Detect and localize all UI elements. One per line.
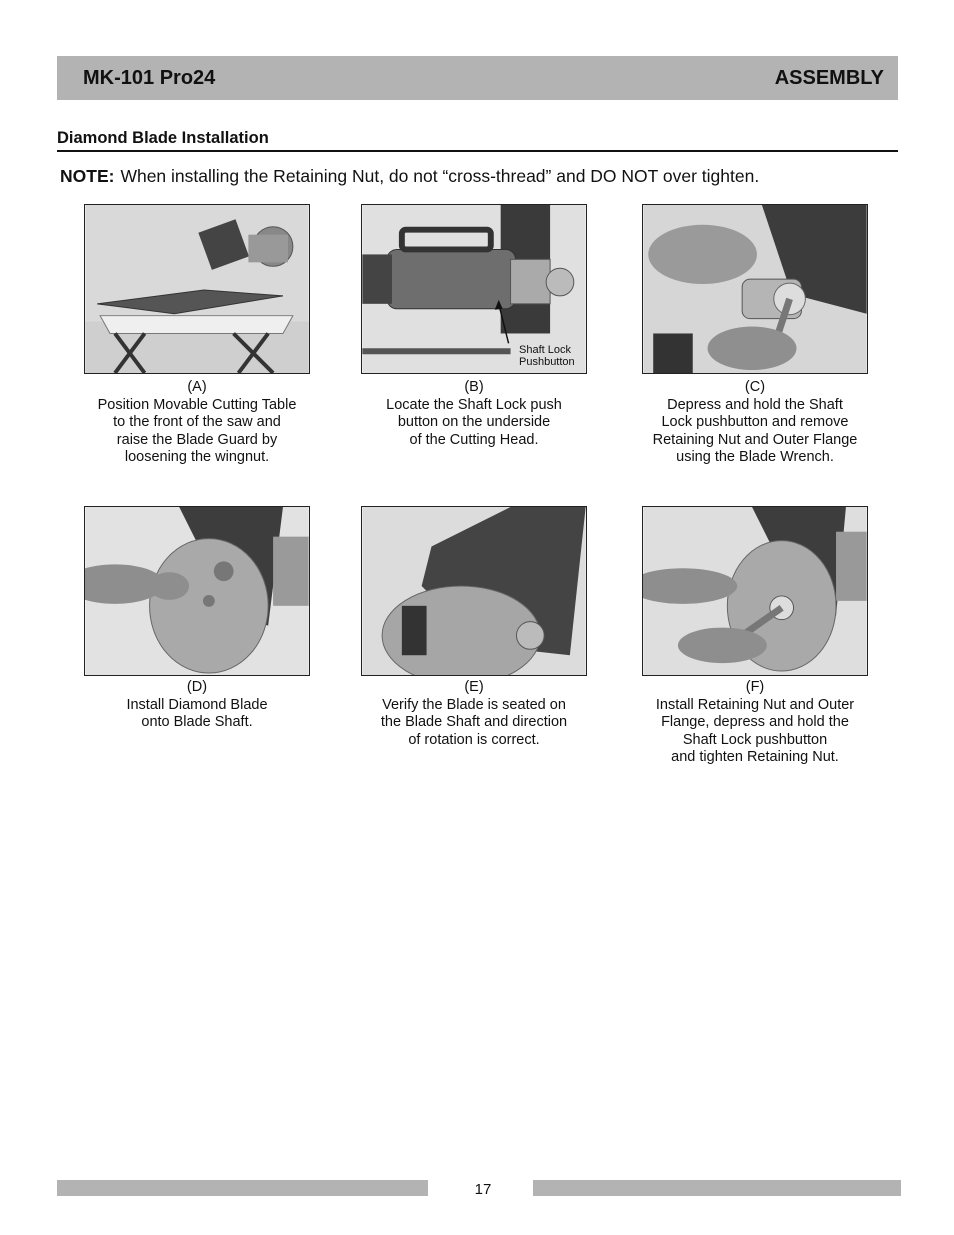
note — [60, 166, 890, 187]
install-blade-illustration — [85, 507, 309, 675]
shaft-lock-callout: Shaft Lock Pushbutton — [519, 344, 575, 368]
header-bar — [57, 56, 898, 100]
caption-e: (E) Verify the Blade is seated on the Blade Shaft and direction of rotation is correct. — [380, 679, 568, 748]
tighten-nut-illustration — [643, 507, 867, 675]
wrench-removal-illustration — [643, 205, 867, 373]
photo-e — [361, 506, 587, 676]
verify-blade-illustration — [362, 507, 586, 675]
saw-table-illustration — [85, 205, 309, 373]
photo-b — [361, 204, 587, 374]
page-number: 17 — [474, 1181, 492, 1198]
section-title-header: ASSEMBLY — [774, 66, 884, 89]
caption-b: (B) Locate the Shaft Lock push button on the underside of the Cutting Head. — [386, 379, 562, 448]
caption-f: (F) Install Retaining Nut and Outer Flange, depress and hold the Shaft Lock pushbutton and tighten Retaining Nut. — [655, 679, 855, 765]
footer-bar-right — [533, 1180, 901, 1196]
photo-a — [84, 204, 310, 374]
model-title: MK-101 Pro24 — [83, 66, 216, 89]
photo-d — [84, 506, 310, 676]
caption-c: (C) Depress and hold the Shaft Lock pushbutton and remove Retaining Nut and Outer Flange using the Blade Wrench. — [652, 379, 858, 465]
note-label: NOTE: — [60, 166, 115, 186]
footer-bar-left — [57, 1180, 428, 1196]
photo-c — [642, 204, 868, 374]
section-heading: Diamond Blade Installation — [57, 129, 898, 152]
photo-f — [642, 506, 868, 676]
note-text: When installing the Retaining Nut, do not “cross-thread” and DO NOT over tighten. — [120, 166, 760, 186]
caption-a: (A) Position Movable Cutting Table to the front of the saw and raise the Blade Guard by loosening the wingnut. — [97, 379, 297, 465]
caption-d: (D) Install Diamond Blade onto Blade Shaft. — [126, 679, 268, 730]
